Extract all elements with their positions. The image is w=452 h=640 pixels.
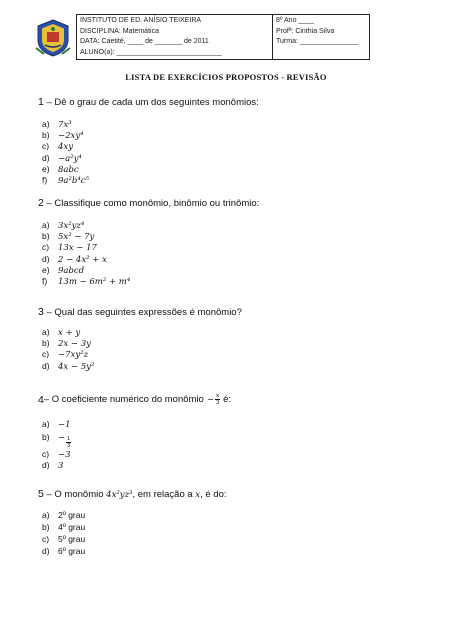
date-line: DATA: Caetité, ____ de _______ de 2011 [80, 38, 209, 45]
option-c: c) 4xy [42, 141, 74, 153]
question-text: – Classifique como monômio, binômio ou trinômio: [43, 198, 260, 209]
option-e: e) 9abcd [42, 264, 85, 276]
question-number: 2 [38, 197, 44, 209]
question-number: 5 [38, 488, 44, 500]
option-a: a) x + y [42, 327, 81, 338]
variable-math: x [195, 490, 201, 500]
option-d: d) 3 [42, 460, 64, 472]
question-2-prompt [38, 197, 259, 210]
question-5-options [42, 509, 85, 557]
question-text: – Dê o grau de cada um dos seguintes monômios: [43, 97, 259, 108]
option-d: d) 4x − 5y² [42, 360, 95, 372]
option-b: b) −2xy⁴ [42, 130, 84, 142]
question-1-options [42, 119, 89, 186]
option-a: a) 3x²yz⁴ [42, 220, 85, 231]
question-text-end: é: [223, 393, 232, 405]
option-d: d) −a²y⁴ [42, 152, 82, 164]
subject-line: DISCIPLINA: Matemática [80, 27, 159, 35]
option-e: e) 8abc [42, 163, 79, 175]
question-2-options [42, 220, 130, 287]
question-text: – O coeficiente numérico do monômio [43, 393, 204, 405]
option-a: a) 7x³ [42, 119, 72, 130]
option-c: c) 5º grau [42, 534, 86, 544]
document-title: LISTA DE EXERCÍCIOS PROPOSTOS - REVISÃO [125, 72, 327, 82]
question-number: 3 [38, 306, 44, 318]
header-right-column [273, 15, 369, 59]
header-info-box [76, 14, 370, 60]
monomial-math: − $\frac{x}{3}$ [206, 393, 220, 406]
question-number: 4 [38, 393, 44, 406]
question-text-end: , é do: [200, 489, 227, 500]
school-crest-logo [34, 18, 72, 58]
header-left-column [77, 15, 273, 59]
student-line: ALUNO(a): ___________________________ [80, 48, 222, 56]
question-3-options [42, 327, 94, 372]
question-3-prompt [38, 306, 242, 319]
option-b: b) 4º grau [42, 522, 86, 532]
teacher-line: Profª: Cinthia Silva [276, 27, 335, 35]
monomial-math: 4x²yz³ [106, 490, 133, 500]
question-5-prompt [38, 488, 227, 501]
question-1-prompt [38, 96, 259, 109]
question-text: – O monômio [43, 489, 104, 500]
option-c: c) 13x − 17 [42, 242, 97, 254]
question-text: – Qual das seguintes expressões é monômio? [43, 307, 242, 318]
question-4-prompt [38, 393, 231, 406]
option-b: b) 2x − 3y [42, 338, 91, 350]
class-line: Turma: _______________ [276, 38, 359, 45]
question-number: 1 [38, 96, 44, 108]
option-c: c) −7xy²z [42, 349, 89, 361]
question-text-mid: , em relação a [132, 489, 193, 500]
option-f: f) 9a²b⁴c⁵ [42, 175, 89, 187]
option-f: f) 13m − 6m² + m⁴ [42, 276, 131, 288]
institution-line: INSTITUTO DE ED. ANÍSIO TEIXEIRA [80, 17, 202, 24]
option-d: d) 6º grau [42, 546, 86, 556]
option-d: d) 2 − 4x² + x [42, 253, 107, 265]
option-b: b) − $\frac{1}{3}$ [42, 432, 71, 450]
grade-line: 8º Ano ____ [276, 17, 314, 24]
question-4-options [42, 419, 72, 472]
option-a: a) −1 [42, 419, 71, 430]
option-c: c) −3 [42, 449, 71, 461]
option-b: b) 5x² − 7y [42, 231, 95, 243]
option-a: a) 2º grau [42, 510, 86, 520]
